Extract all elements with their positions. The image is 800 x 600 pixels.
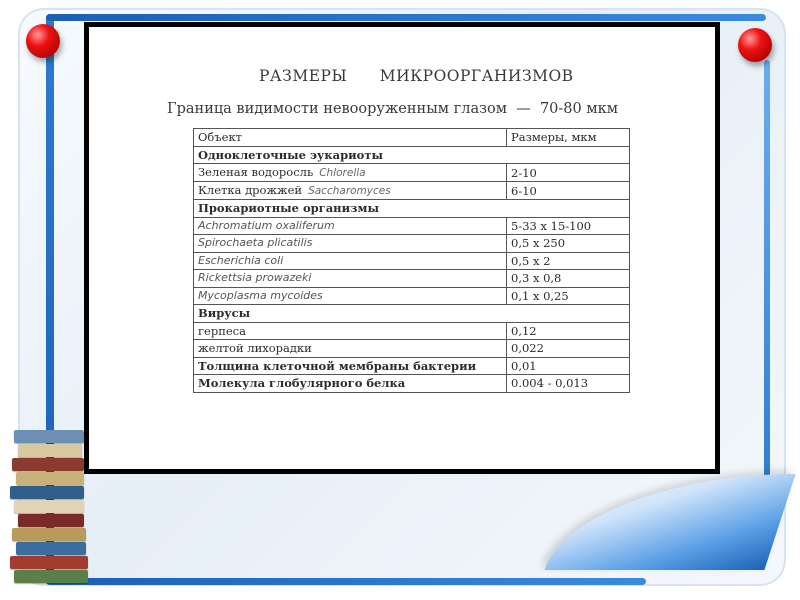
- object-cell: [194, 217, 507, 235]
- object-name: желтой лихорадки: [198, 341, 312, 356]
- object-name: Escherichia coli: [198, 253, 284, 267]
- object-cell: [194, 182, 507, 200]
- header-object: Объект: [194, 129, 507, 147]
- table-row: [194, 375, 630, 393]
- table-header-row: [194, 129, 630, 147]
- table-row: [194, 252, 630, 270]
- table-row: [194, 322, 630, 340]
- object-name: Толщина клеточной мембраны бактерии: [198, 358, 477, 373]
- frame-rail-bottom: [46, 578, 646, 585]
- frame-rail-top: [46, 14, 766, 21]
- slide-title: РАЗМЕРЫ МИКРООРГАНИЗМОВ: [259, 67, 574, 85]
- pushpin-icon: [738, 28, 772, 62]
- table-row: [194, 357, 630, 375]
- object-cell: [194, 340, 507, 358]
- slide-panel: [84, 22, 720, 474]
- header-size: Размеры, мкм: [507, 129, 630, 147]
- size-cell: 0,5 х 2: [507, 252, 630, 270]
- object-cell: [194, 375, 507, 393]
- size-cell: 0,12: [507, 322, 630, 340]
- object-cell: [194, 252, 507, 270]
- section-label: Прокариотные организмы: [194, 200, 630, 218]
- table-row: [194, 305, 630, 323]
- table-row: [194, 182, 630, 200]
- object-cell: [194, 270, 507, 288]
- object-name: Rickettsia prowazeki: [198, 271, 312, 285]
- slide-content: [89, 27, 715, 469]
- latin-name: Saccharomyces: [308, 185, 391, 197]
- table-row: [194, 340, 630, 358]
- object-cell: [194, 357, 507, 375]
- table-row: [194, 287, 630, 305]
- latin-name: Chlorella: [319, 167, 366, 179]
- table-row: [194, 164, 630, 182]
- object-name: Achromatium oxaliferum: [198, 218, 335, 232]
- object-name: Зеленая водоросль: [198, 165, 314, 179]
- size-cell: 0.004 - 0,013: [507, 375, 630, 393]
- size-cell: 0,3 х 0,8: [507, 270, 630, 288]
- object-cell: [194, 287, 507, 305]
- size-cell: 0,5 х 250: [507, 235, 630, 253]
- table-row: [194, 200, 630, 218]
- object-cell: [194, 235, 507, 253]
- book-stack-icon: [8, 428, 104, 588]
- object-name: Молекула глобулярного белка: [198, 376, 406, 391]
- object-name: Spirochaeta plicatilis: [198, 236, 313, 250]
- size-cell: 0,1 х 0,25: [507, 287, 630, 305]
- table-row: [194, 217, 630, 235]
- pushpin-icon: [26, 24, 60, 58]
- size-cell: 6-10: [507, 182, 630, 200]
- object-name: Клетка дрожжей: [198, 183, 303, 197]
- section-label: Одноклеточные эукариоты: [194, 146, 630, 164]
- slide-subtitle: Граница видимости невооруженным глазом — 70-80 мкм: [167, 101, 618, 117]
- object-cell: [194, 322, 507, 340]
- sizes-table: [193, 128, 630, 393]
- object-cell: [194, 164, 507, 182]
- frame-rail-right: [764, 60, 770, 500]
- object-name: Mycoplasma mycoides: [198, 288, 323, 302]
- table-row: [194, 270, 630, 288]
- size-cell: 0,01: [507, 357, 630, 375]
- table-body: [194, 146, 630, 392]
- object-name: герпеса: [198, 323, 246, 338]
- size-cell: 5-33 х 15-100: [507, 217, 630, 235]
- section-label: Вирусы: [194, 305, 630, 323]
- size-cell: 2-10: [507, 164, 630, 182]
- table-row: [194, 146, 630, 164]
- size-cell: 0,022: [507, 340, 630, 358]
- table-row: [194, 235, 630, 253]
